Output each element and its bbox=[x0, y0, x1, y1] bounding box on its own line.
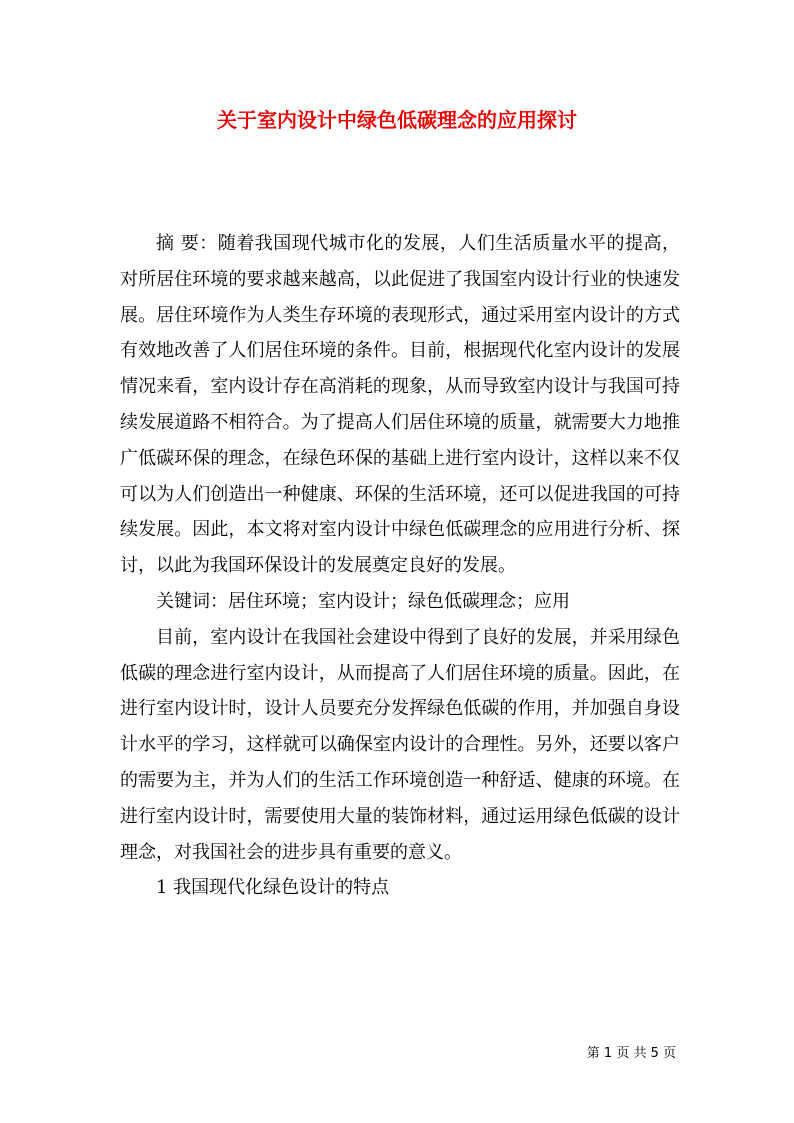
intro-paragraph: 目前，室内设计在我国社会建设中得到了良好的发展，并采用绿色低碳的理念进行室内设计，从而提高了人们居住环境的质量。因此，在进行室内设计时，设计人员要充分发挥绿色低碳的作用，并加强自身设计水平的学习，这样就可以确保室内设计的合理性。另外，还要以客户的需要为主，并为人们的生活工作环境创造一种舒适、健康的环境。在进行室内设计时，需要使用大量的装饰材料，通过运用绿色低碳的设计理念，对我国社会的进步具有重要的意义。 bbox=[120, 626, 680, 863]
abstract-paragraph: 摘 要：随着我国现代城市化的发展，人们生活质量水平的提高，对所居住环境的要求越来越高，以此促进了我国室内设计行业的快速发展。居住环境作为人类生存环境的表现形式，通过采用室内设计的方式有效地改善了人们居住环境的条件。目前，根据现代化室内设计的发展情况来看，室内设计存在高消耗的现象，从而导致室内设计与我国可持续发展道路不相符合。为了提高人们居住环境的质量，就需要大力地推广低碳环保的理念，在绿色环保的基础上进行室内设计，这样以来不仅可以为人们创造出一种健康、环保的生活环境，还可以促进我国的可持续发展。因此，本文将对室内设计中绿色低碳理念的应用进行分析、探讨，以此为我国环保设计的发展奠定良好的发展。 bbox=[120, 233, 680, 577]
section-heading: 1 我国现代化绿色设计的特点 bbox=[156, 877, 390, 899]
document-body bbox=[120, 226, 680, 906]
document-title: 关于室内设计中绿色低碳理念的应用探讨 bbox=[217, 108, 577, 132]
keywords-paragraph: 关键词：居住环境；室内设计；绿色低碳理念；应用 bbox=[156, 590, 570, 612]
page-number: 第 1 页 共 5 页 bbox=[586, 1046, 676, 1061]
